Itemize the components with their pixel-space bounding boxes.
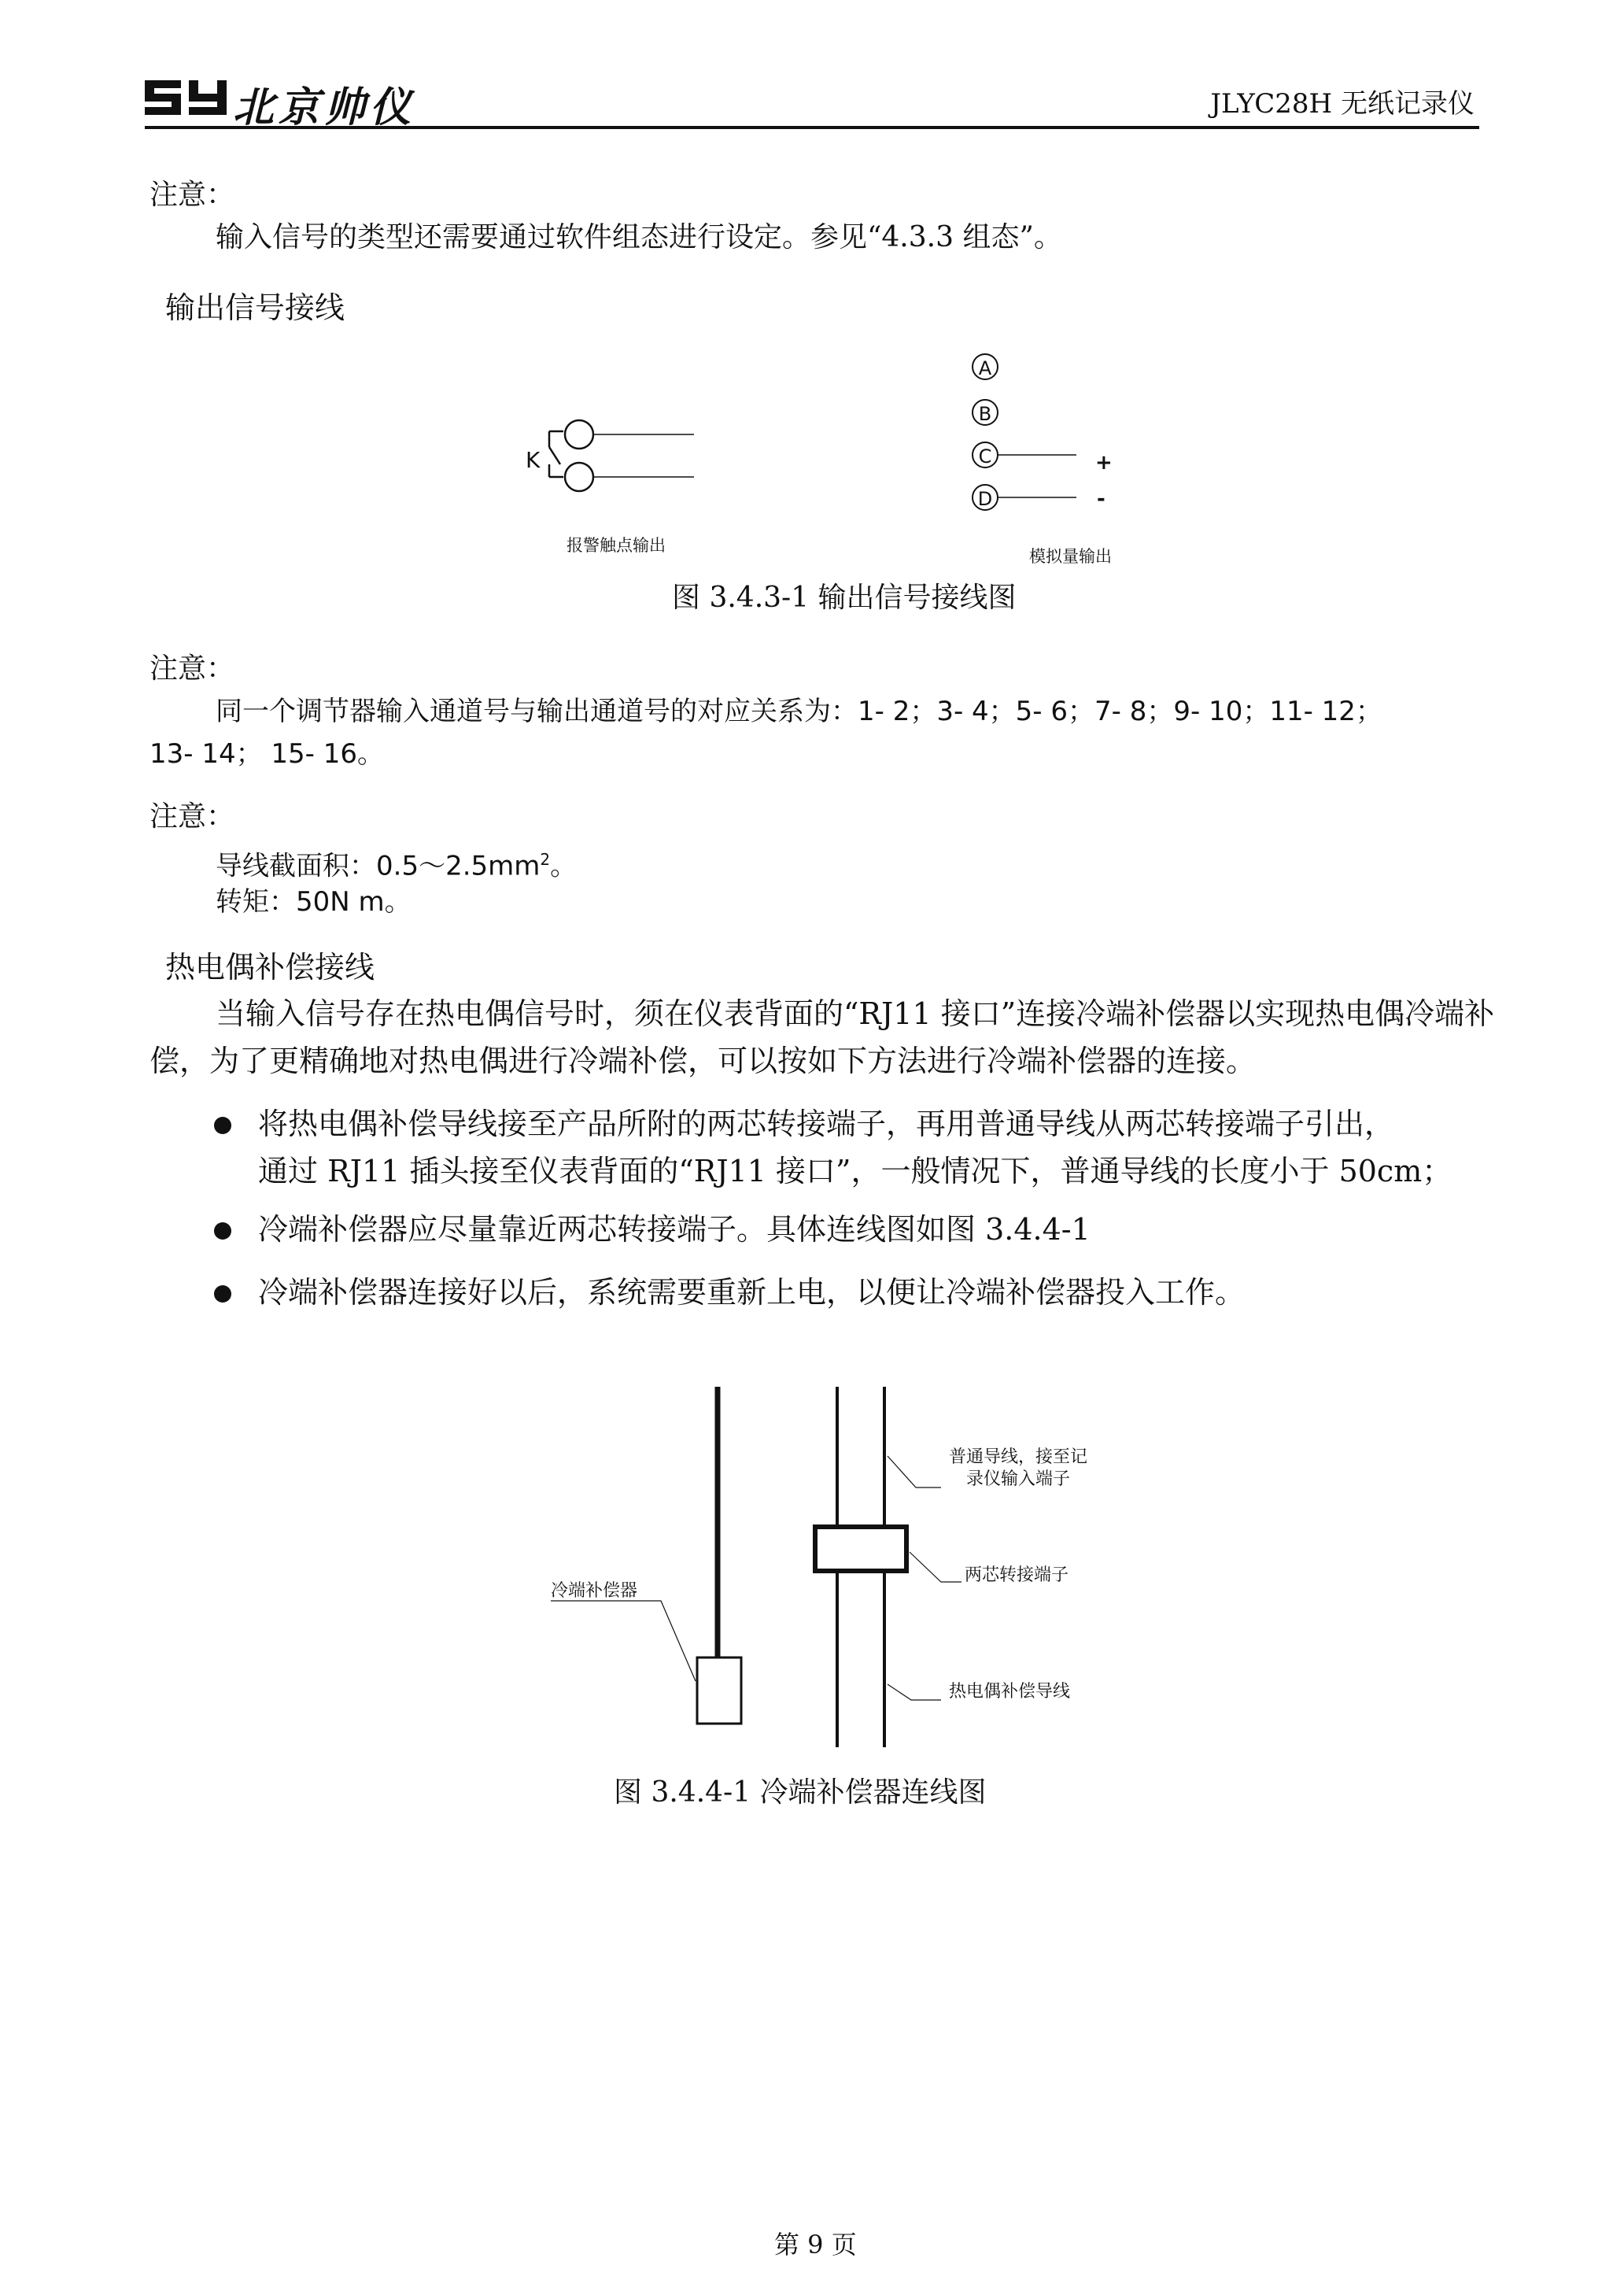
note2-label: 注意： xyxy=(149,652,235,685)
compensator-box xyxy=(697,1658,741,1724)
minus-sign: - xyxy=(1097,487,1105,511)
wire-sup: 2 xyxy=(540,850,551,869)
note3-label: 注意： xyxy=(149,800,235,833)
note2-line2: 13- 14； 15- 16。 xyxy=(149,738,385,770)
bullet-1-line1: 将热电偶补偿导线接至产品所附的两芯转接端子，再用普通导线从两芯转接端子引出， xyxy=(258,1107,1395,1141)
torque: 转矩：50N m。 xyxy=(216,886,412,918)
terminal-a xyxy=(973,354,998,379)
terminal-c xyxy=(973,442,1076,468)
bullet-1-line2: 通过 RJ11 插头接至仪表背面的“RJ11 接口”，一般情况下，普通导线的长度小于 50cm； xyxy=(258,1154,1452,1188)
output-wiring-diagram xyxy=(0,0,1624,614)
page-number: 第 9 页 xyxy=(774,2230,857,2260)
figure2-caption: 图 3.4.4-1 冷端补偿器连线图 xyxy=(614,1776,987,1809)
cold-junction-diagram xyxy=(0,1369,1624,1779)
plus-sign: + xyxy=(1095,451,1113,475)
label-compensator: 冷端补偿器 xyxy=(551,1581,638,1601)
leader-compensator xyxy=(551,1601,696,1681)
terminal-d xyxy=(973,485,1076,510)
bullet-3-dot xyxy=(214,1285,231,1303)
leader-terminal xyxy=(910,1552,961,1582)
bullet-2-dot xyxy=(214,1222,231,1240)
terminal-d-label: D xyxy=(977,488,993,510)
section-thermo-title: 热电偶补偿接线 xyxy=(165,950,375,985)
terminal-c-label: C xyxy=(978,445,992,468)
company-name: 北京帅仪 xyxy=(233,83,416,131)
contact-label: K xyxy=(526,447,541,473)
label-normal-wire-1: 普通导线，接至记 xyxy=(949,1447,1088,1467)
terminal-b xyxy=(973,400,998,425)
leader-comp-wire xyxy=(888,1684,941,1700)
note2-line1: 同一个调节器输入通道号与输出通道号的对应关系为：1- 2；3- 4；5- 6；7- 8；9- 10；11- 12； xyxy=(216,696,1382,727)
two-core-terminal xyxy=(815,1527,906,1571)
bullet-3-text: 冷端补偿器连接好以后，系统需要重新上电，以便让冷端补偿器投入工作。 xyxy=(258,1275,1246,1310)
terminal-b-label: B xyxy=(978,403,992,425)
bullet-2-text: 冷端补偿器应尽量靠近两芯转接端子。具体连线图如图 3.4.4-1 xyxy=(258,1212,1091,1247)
figure1-caption: 图 3.4.3-1 输出信号接线图 xyxy=(672,582,1017,614)
terminal-a-label: A xyxy=(978,357,992,379)
analog-caption: 模拟量输出 xyxy=(1029,547,1112,566)
wire-prefix: 导线截面积：0.5～2.5mm xyxy=(216,850,541,882)
note1-label: 注意： xyxy=(149,179,235,211)
leader-normal-wire xyxy=(888,1456,941,1488)
thermo-paragraph: 当输入信号存在热电偶信号时，须在仪表背面的“RJ11 接口”连接冷端补偿器以实现热电偶冷端补偿，为了更精确地对热电偶进行冷端补偿，可以按如下方法进行冷端补偿器的连接。 xyxy=(149,996,1495,1078)
wire-cross-section xyxy=(216,839,577,886)
note1-text: 输入信号的类型还需要通过软件组态进行设定。参见“4.3.3 组态”。 xyxy=(216,221,1062,253)
document-model: JLYC28H 无纸记录仪 xyxy=(1210,88,1475,120)
label-normal-wire-2: 录仪输入端子 xyxy=(966,1469,1071,1489)
section-output-title: 输出信号接线 xyxy=(165,290,345,325)
wire-suffix: 。 xyxy=(550,850,578,882)
bullet-1-dot xyxy=(214,1117,231,1134)
alarm-contact-symbol xyxy=(549,420,694,491)
label-comp-wire: 热电偶补偿导线 xyxy=(949,1682,1071,1702)
contact-caption: 报警触点输出 xyxy=(567,536,666,555)
label-terminal: 两芯转接端子 xyxy=(965,1565,1069,1585)
